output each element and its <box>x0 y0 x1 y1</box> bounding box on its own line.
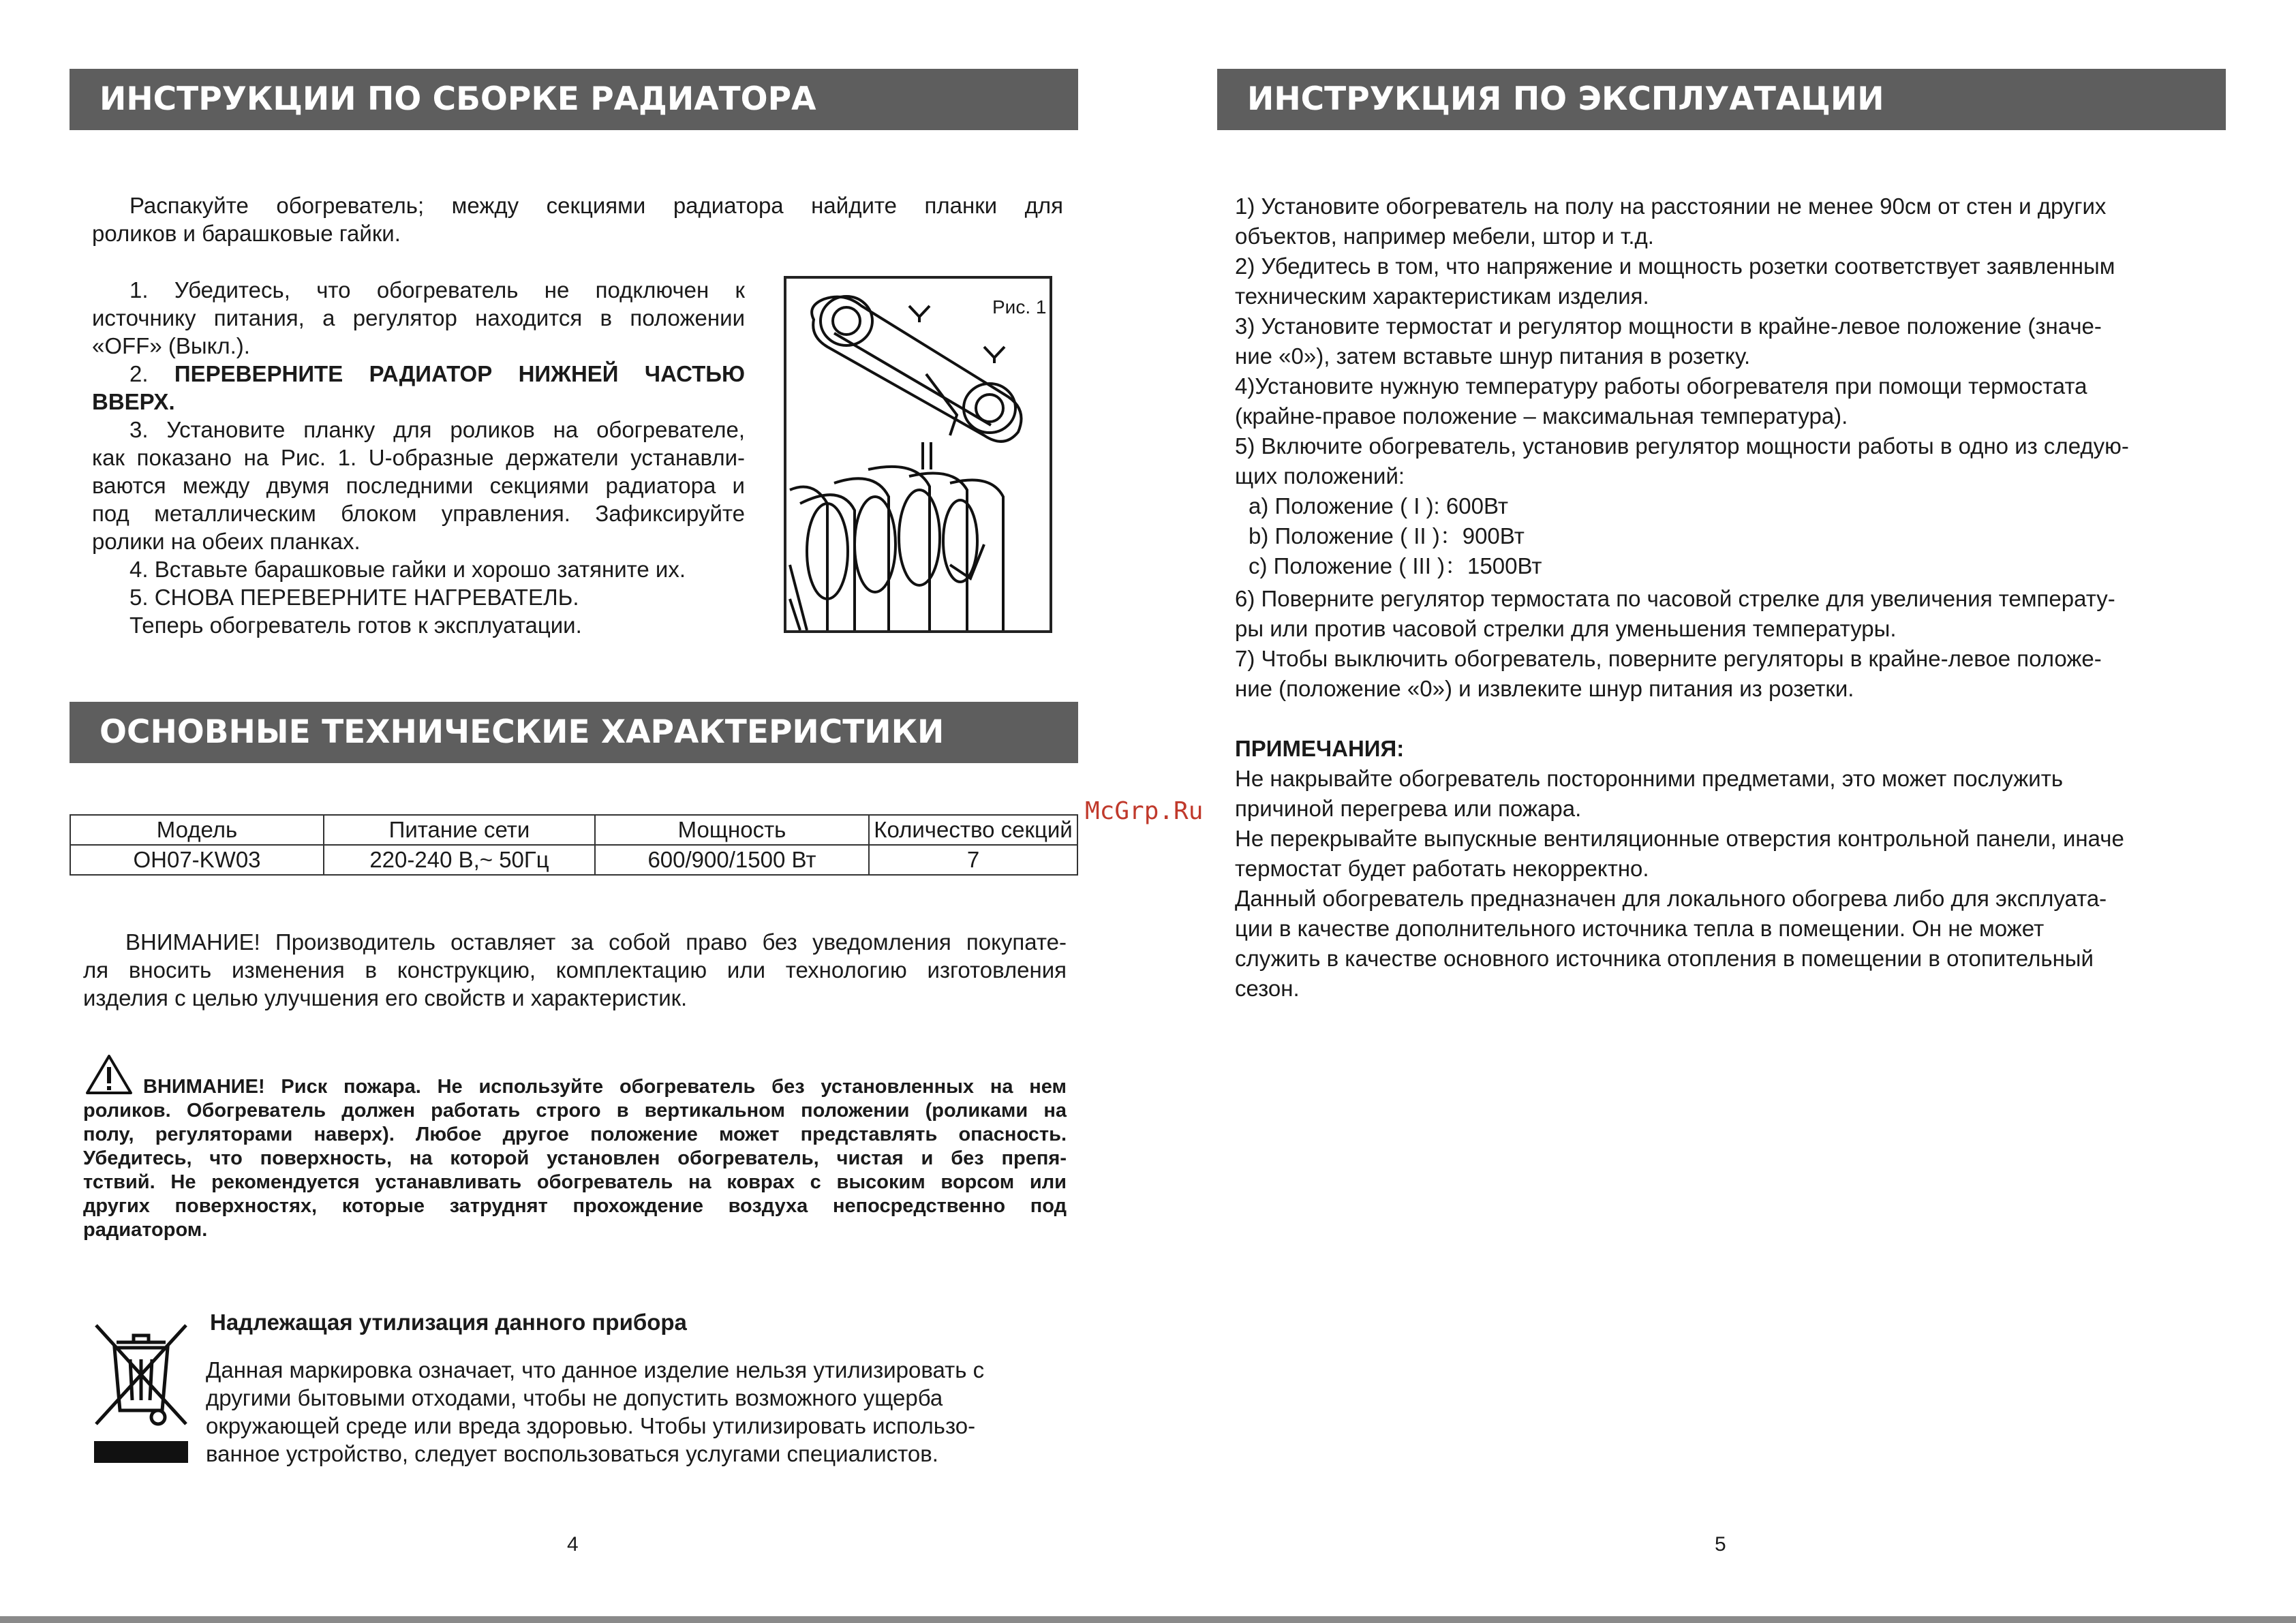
notes-line: сезон. <box>1235 976 1300 1001</box>
disposal-text <box>206 1356 1058 1468</box>
operation-line: техническим характеристикам изделия. <box>1235 283 1649 309</box>
step-3-line: под металлическим блоком управления. Зафиксируйте <box>92 501 745 526</box>
table-header-cell: Модель <box>70 815 324 845</box>
radiator-caster-illustration <box>786 279 1050 630</box>
operation-line: 3) Установите термостат и регулятор мощности в крайне-левое положение (значе- <box>1235 313 2102 339</box>
table-header-cell: Количество секций <box>869 815 1077 845</box>
step-1-line: 1. Убедитесь, что обогреватель не подключен к <box>129 277 745 303</box>
specs-section-header: ОСНОВНЫЕ ТЕХНИЧЕСКИЕ ХАРАКТЕРИСТИКИ <box>70 702 1078 763</box>
operation-section-header: ИНСТРУКЦИЯ ПО ЭКСПЛУАТАЦИИ <box>1217 69 2226 130</box>
fire-warning-line: тствий. Не рекомендуется устанавливать обогреватель на коврах с высоким ворсом или <box>83 1171 1067 1193</box>
step-1-line: «OFF» (Выкл.). <box>92 333 250 358</box>
step-5-line: 5. СНОВА ПЕРЕВЕРНИТЕ НАГРЕВАТЕЛЬ. <box>129 585 579 610</box>
operation-line: 1) Установите обогреватель на полу на расстоянии не менее 90см от стен и других <box>1235 194 2107 219</box>
step-3-line: 3. Установите планку для роликов на обогревателе, <box>129 417 745 442</box>
step-3-line: ролики на обеих планках. <box>92 529 361 554</box>
page-number-left: 4 <box>567 1533 579 1556</box>
step-3-line: как показано на Рис. 1. U-образные держатели устанавли- <box>92 445 745 470</box>
assembly-steps <box>92 276 745 639</box>
table-header-cell: Мощность <box>595 815 869 845</box>
notice-line: изделия с целью улучшения его свойств и характеристик. <box>83 985 688 1010</box>
notes-line: причиной перегрева или пожара. <box>1235 796 1582 821</box>
table-cell-power-supply: 220-240 В,~ 50Гц <box>324 845 595 875</box>
notes-line: служить в качестве основного источника отопления в помещении в отопительный <box>1235 946 2094 971</box>
operation-line: 5) Включите обогреватель, установив регулятор мощности работы в одно из следую- <box>1235 433 2129 459</box>
operation-line: ры или против часовой стрелки для уменьшения температуры. <box>1235 616 1897 641</box>
operation-line: ние (положение «0») и извлеките шнур питания из розетки. <box>1235 676 1854 701</box>
fire-warning-line: полу, регуляторами наверх). Любое другое положение может представлять опасность. <box>83 1124 1067 1145</box>
power-position: a) Положение ( I ): 600Вт <box>1249 493 1508 519</box>
fire-warning-line: Убедитесь, что поверхность, на которой установлен обогреватель, чистая и без препя- <box>83 1147 1067 1169</box>
operation-line: (крайне-правое положение – максимальная температура). <box>1235 403 1848 429</box>
table-cell-model: OH07-KW03 <box>70 845 324 875</box>
manufacturer-notice <box>83 928 1067 1012</box>
notes-line: Не перекрывайте выпускные вентиляционные отверстия контрольной панели, иначе <box>1235 826 2124 851</box>
table-header-row <box>70 815 1077 845</box>
fire-warning <box>83 1075 1067 1242</box>
operation-line: 4)Установите нужную температуру работы обогревателя при помощи термостата <box>1235 373 2087 399</box>
ready-line: Теперь обогреватель готов к эксплуатации. <box>129 613 582 638</box>
table-cell-sections: 7 <box>869 845 1077 875</box>
step-2-line: ВВЕРХ. <box>92 389 175 414</box>
notes-title: ПРИМЕЧАНИЯ: <box>1235 736 1405 761</box>
step-3-line: ваются между двумя последними секциями радиатора и <box>92 473 745 498</box>
bottom-divider <box>0 1616 2296 1623</box>
disposal-line: Данная маркировка означает, что данное изделие нельзя утилизировать с <box>206 1357 985 1382</box>
page-number-right: 5 <box>1715 1533 1726 1556</box>
disposal-line: ванное устройство, следует воспользоваться услугами специалистов. <box>206 1441 938 1466</box>
figure-1 <box>784 276 1052 633</box>
figure-label: Рис. 1 <box>992 296 1047 318</box>
notes-line: Не накрывайте обогреватель посторонними предметами, это может послужить <box>1235 766 2064 791</box>
assembly-section-header: ИНСТРУКЦИИ ПО СБОРКЕ РАДИАТОРА <box>70 69 1078 130</box>
notes-line: Данный обогреватель предназначен для локального обогрева либо для эксплуата- <box>1235 886 2107 911</box>
table-row <box>70 845 1077 875</box>
disposal-line: окружающей среде или вреда здоровью. Чтобы утилизировать использо- <box>206 1413 976 1438</box>
specs-table <box>70 814 1078 876</box>
intro-line: роликов и барашковые гайки. <box>92 221 401 246</box>
operation-line: 2) Убедитесь в том, что напряжение и мощность розетки соответствует заявленным <box>1235 253 2115 279</box>
operation-line: ние «0»), затем вставьте шнур питания в розетку. <box>1235 343 1751 369</box>
operation-line: щих положений: <box>1235 463 1405 489</box>
operation-instructions <box>1235 191 2223 1004</box>
table-header-cell: Питание сети <box>324 815 595 845</box>
step-2-bold: ПЕРЕВЕРНИТЕ РАДИАТОР НИЖНЕЙ ЧАСТЬЮ <box>174 361 745 386</box>
fire-warning-line: других поверхностях, которые затруднят прохождение воздуха непосредственно под <box>83 1195 1067 1217</box>
step-2-line <box>92 360 745 388</box>
step-1-line: источнику питания, а регулятор находится в положении <box>92 305 745 330</box>
operation-line: 7) Чтобы выключить обогреватель, поверните регуляторы в крайне-левое положе- <box>1235 646 2102 671</box>
disposal-line: другими бытовыми отходами, чтобы не допустить возможного ущерба <box>206 1385 943 1410</box>
watermark: McGrp.Ru <box>1085 797 1204 825</box>
notice-line: ВНИМАНИЕ! Производитель оставляет за собой право без уведомления покупате- <box>125 929 1067 955</box>
notes-line: ции в качестве дополнительного источника тепла в помещении. Он не может <box>1235 916 2045 941</box>
weee-crossed-bin-icon <box>93 1322 189 1465</box>
assembly-intro <box>92 191 1063 247</box>
intro-line: Распакуйте обогреватель; между секциями радиатора найдите планки для <box>129 193 1063 218</box>
fire-warning-line: ВНИМАНИЕ! Риск пожара. Не используйте обогреватель без установленных на нем <box>143 1076 1067 1098</box>
power-position: c) Положение ( III )：1500Вт <box>1249 553 1542 578</box>
notes-line: термостат будет работать некорректно. <box>1235 856 1649 881</box>
disposal-title: Надлежащая утилизация данного прибора <box>210 1310 687 1335</box>
operation-line: объектов, например мебели, штор и т.д. <box>1235 223 1654 249</box>
operation-line: 6) Поверните регулятор термостата по часовой стрелке для увеличения температу- <box>1235 586 2115 611</box>
fire-warning-line: роликов. Обогреватель должен работать строго в вертикальном положении (роликами на <box>83 1100 1067 1122</box>
fire-warning-line: радиатором. <box>83 1219 208 1241</box>
power-position: b) Положение ( II )：900Вт <box>1249 523 1525 548</box>
step-2-prefix: 2. <box>129 361 174 386</box>
step-4-line: 4. Вставьте барашковые гайки и хорошо затяните их. <box>129 557 686 582</box>
notice-line: ля вносить изменения в конструкцию, комплектацию или технологию изготовления <box>83 957 1067 983</box>
table-cell-wattage: 600/900/1500 Вт <box>595 845 869 875</box>
